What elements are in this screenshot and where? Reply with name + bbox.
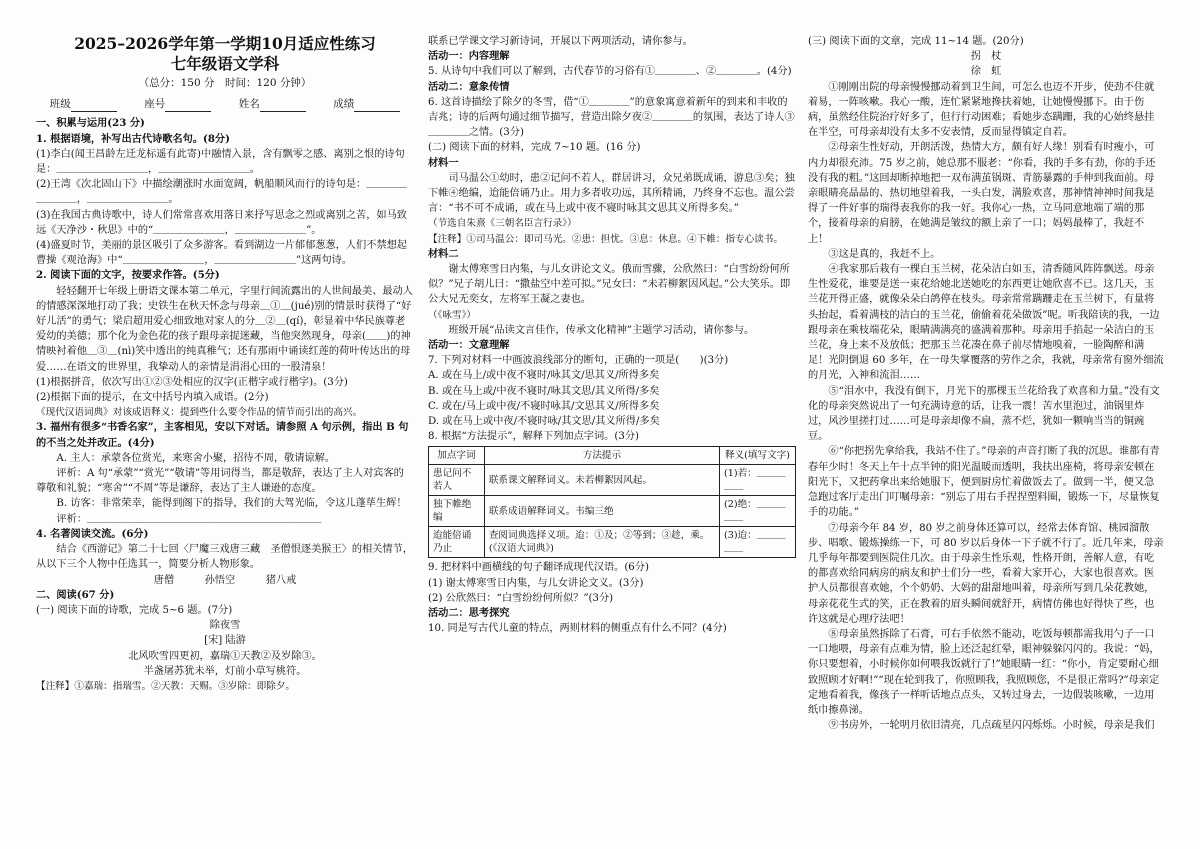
name-field[interactable]: 姓名 xyxy=(239,97,306,112)
paragraph: 5. 从诗句中我们可以了解到，古代春节的习俗有①＿＿＿＿、②＿＿＿＿。(4分) xyxy=(428,66,792,78)
paragraph: （《咏雪》） xyxy=(428,309,476,321)
right-column-text xyxy=(808,34,1164,733)
class-field[interactable]: 班级 xyxy=(50,97,117,112)
paragraph: 拐 杖 xyxy=(970,51,1002,63)
paragraph: 《现代汉语词典》对该成语释义：提到些什么要令作品的情节而引出的高兴。 xyxy=(36,407,363,419)
word-explanation-table xyxy=(428,446,796,558)
table-header: 方法提示 xyxy=(484,447,719,465)
paragraph: ⑥“你把拐先拿给我，我站不住了。”母亲的声音打断了我的沉思。谁都有青春年少时！冬天上午十点半钟的阳光温暖而透明，我扶出座椅，将母亲安顿在阳光下，又把药拿出来给她服下，便到厨房忙着做饭去了。做到一半，便又急急跑过客厅走出门叮嘱母亲：“别忘了用右手捏捏塑料圈，锻炼一下，尽量恢复手的功能。” xyxy=(808,446,1160,519)
table-header-row xyxy=(429,447,796,465)
paragraph: ⑤“泪水中，我没有倒下，月光下的那棵玉兰花给我了欢喜和力量。”没有文化的母亲突然说出了一句充满诗意的话，让我一震！苦水里泡过，油锅里炸过，风沙里搓打过……可是母亲却像不扁，蒸不烂，犹如一颗响当当的铜豌豆。 xyxy=(808,385,1160,443)
middle-column-text xyxy=(428,34,796,444)
paragraph: 6. 这首诗描绘了除夕的冬雪，借“①＿＿＿＿”的意象寓意着新年的到来和丰收的吉兆；诗的后两句通过细节描写，营造出除夕夜②＿＿＿＿的氛围，表达了诗人③＿＿＿＿之情。(3分) xyxy=(428,96,795,139)
paragraph: (1) 谢太傅寒雪日内集，与儿女讲论文义。(3分) xyxy=(428,577,644,589)
paragraph: ①刚刚出院的母亲慢慢挪动着到卫生间，可怎么也迈不开步，使劲不住就着易，一阵咳嗽。我心一酸，连忙紧紧地搀扶着她，让她慢慢挪下。由于伤病，虽然经住院治疗好多了，但行行动困难；看她步态蹒跚，我的心始终悬挂在半空，可母亲却没有太多不安表情，反而显得镇定自若。 xyxy=(808,81,1155,139)
paragraph: （节选自朱熹《三朝名臣言行录》） xyxy=(428,218,577,230)
paragraph: (3)在我国古典诗歌中，诗人们常常喜欢用落日来抒写思念之烈或离别之苦，如马致远《天净沙・秋思》中的“＿＿＿＿＿＿＿，＿＿＿＿＿＿＿”。 xyxy=(36,209,407,236)
paragraph: 司马温公①幼时，患②记问不若人，群居讲习，众兄弟既成诵，游息③矣；独下帷④绝编，迨能倍诵乃止。用力多者收功远，其所精诵，乃终身不忘也。温公尝言：“书不可不成诵，或在马上或中夜不寝时咏其文思其义所得多矣。” xyxy=(428,172,795,215)
column-left xyxy=(36,34,414,824)
paragraph: ⑧母亲虽然拆除了石膏，可右手依然不能动，吃饭每顿都需我用勺子一口一口地喂，母亲有点难为情，脸上还泛起红晕，眼神躲躲闪闪的。我说：“妈，你只要想着，小时候你如何喂我饭就行了!”她眼睛一红：“你小，肯定要耐心细致照顾才好啊!”“现在轮到我了，你照顾我，我照顾您，不是很正常吗?”母亲定定地看着我，像孩子一样听话地点点头，又转过身去，一边假装咳嗽，一边用纸巾擦鼻涕。 xyxy=(808,628,1160,716)
paragraph: B. 或在马上或/中夜不寝时/咏其文思/其义所得/多矣 xyxy=(428,385,660,397)
table-cell: 迨能倍诵乃止 xyxy=(429,527,485,558)
paragraph: 【注释】①嘉瑞：指瑞雪。②天教：天赐。③岁除：即除夕。 xyxy=(36,680,296,692)
answer-cell[interactable]: (1)若：＿＿＿＿＿ xyxy=(720,465,796,496)
paragraph: 联系已学课文学习新诗词，开展以下两项活动，请你参与。 xyxy=(428,36,693,47)
section-heading: 1. 根据语境，补写出古代诗歌名句。(8分) xyxy=(36,132,230,145)
paragraph: (4)盛夏时节，美丽的景区吸引了众多游客。看到湖边一片郁郁葱葱，人们不禁想起曹操《观沧海》中“＿＿＿＿＿＿＿＿，＿＿＿＿＿＿＿＿”这两句诗。 xyxy=(36,240,407,267)
paragraph: (三) 阅读下面的文章，完成 11~14 题。(20分) xyxy=(808,36,1024,47)
table-cell: 联系成语解释词义。韦编三绝 xyxy=(484,496,719,527)
paragraph: 半盏屠苏犹未举，灯前小草写桃符。 xyxy=(143,665,307,677)
table-cell: 患记问不若人 xyxy=(429,465,485,496)
section-heading: 材料二 xyxy=(428,247,459,260)
section-heading: 活动二：意象传情 xyxy=(428,80,510,93)
section-heading: 活动一：内容理解 xyxy=(428,50,510,63)
paragraph: 评析：＿＿＿＿＿＿＿＿＿＿＿＿＿＿＿＿＿＿＿＿＿＿＿ xyxy=(56,513,322,525)
paragraph: 7. 下列对材料一中画波浪线部分的断句，正确的一项是( )(3分) xyxy=(428,355,729,367)
paragraph: C. 或在/马上或中夜/不寝时咏其/文思其义/所得多矣 xyxy=(428,400,660,412)
section-heading: 一、积累与运用(23 分) xyxy=(36,117,145,130)
table-cell: 联系课文解释词义。未若柳絮因风起。 xyxy=(484,465,719,496)
paragraph: (二) 阅读下面的材料，完成 7~10 题。(16 分) xyxy=(428,142,641,154)
table-row xyxy=(429,465,796,496)
table-cell: 独下帷绝编 xyxy=(429,496,485,527)
paragraph: D. 或在马上或中夜/不寝时咏/其文思/其义所得/多矣 xyxy=(428,416,660,428)
paragraph: 8. 根据“方法提示”，解释下列加点字词。(3分) xyxy=(428,431,639,443)
section-heading: 3. 福州有很多“书香名家”，主客相见，安以下对话。请参照 A 句示例，指出 B 句的不当之处并改正。(4分) xyxy=(36,421,409,449)
column-right xyxy=(808,34,1164,824)
paragraph: 10. 同是写古代儿童的特点，两则材料的侧重点有什么不同？(4分) xyxy=(428,623,727,635)
table-row xyxy=(429,527,796,558)
section-heading: 活动二：思考探究 xyxy=(428,607,510,620)
paragraph: (2)王湾《次北固山下》中描绘潮涨时水面宽阔，帆船顺风而行的诗句是：＿＿＿＿＿＿＿＿，＿＿＿＿＿＿＿＿。 xyxy=(36,179,407,206)
paragraph: ②母亲生性好动，开朗活泼，热情大方，颇有好人缘！别看有时瘦小，可内力却很充沛。75 岁之前，她总那不服老：“你看，我的手多有劲，你的手还没有我的粗。”这回却断掉地把一双布满茧锅斑、青筋暴露的手伸到我面前。母亲眼睛亮晶晶的、热切地望着我，一头白发，满脸欢喜，那神情神神时间我是得了一件好事的瑞得表我你的我一好。我你心一热，立马同意地端了端的那个，接着母亲的肩膀，在她满是皱纹的额上亲了一口；妈妈最棒了，我赶不上！ xyxy=(808,142,1156,245)
score-field[interactable]: 成绩 xyxy=(333,97,400,112)
paragraph: (2) 公欣然曰：“白雪纷纷何所似？”(3分) xyxy=(428,592,614,604)
paragraph: 北风吹雪四更初，嘉瑞①天教②及岁除③。 xyxy=(128,650,322,662)
paragraph: 徐 虹 xyxy=(970,66,1002,78)
answer-cell[interactable]: (2)绝：＿＿＿＿＿ xyxy=(720,496,796,527)
column-middle xyxy=(428,34,796,824)
paragraph: (1)李白(闻王昌龄左迁龙标遥有此寄)中融情入景，含有飘零之感、离别之恨的诗句是：＿＿＿＿＿＿＿＿＿，＿＿＿＿＿＿＿＿＿。 xyxy=(36,148,405,176)
paragraph: ⑨书房外，一轮明月依旧清亮，几点疏星闪闪烁烁。小时候，母亲是我们 xyxy=(828,720,1155,732)
section-heading: 材料一 xyxy=(428,156,459,169)
paragraph: A. 主人：承蒙各位赏光，来寒舍小聚，招待不周，敬请谅解。 xyxy=(56,452,336,464)
paragraph: 结合《西游记》第二十七回〈尸魔三戏唐三藏 圣僧恨逐美猴王〉的相关情节，从以下三个人物中任选其一，简要分析人物形象。 xyxy=(36,544,413,571)
paragraph: B. 访客：非常荣幸，能得到阁下的指导，我们的大驾光临，令这儿蓬荜生辉！ xyxy=(56,498,407,510)
seat-field[interactable]: 座号 xyxy=(144,97,211,112)
paragraph: 班级开展“品读文言佳作，传承文化精神”主题学习活动，请你参与。 xyxy=(448,324,755,336)
paragraph: [宋] 陆游 xyxy=(204,635,246,647)
section-heading: 二、阅读(67 分) xyxy=(36,588,115,601)
table-cell: 查阅词典选择义项。迨：①及；②等到；③趁，乘。(《汉语大词典》) xyxy=(484,527,719,558)
subject-title: 七年级语文学科 xyxy=(170,54,280,73)
section-heading: 活动一：文意理解 xyxy=(428,339,510,352)
paragraph: (一) 阅读下面的诗歌，完成 5~6 题。(7分) xyxy=(36,604,233,616)
paragraph: ③这是真的，我赶不上。 xyxy=(828,248,941,260)
table-row xyxy=(429,496,796,527)
paragraph: 谢太傅寒雪日内集，与儿女讲论文义。俄而雪骤，公欣然曰：“白雪纷纷何所似？”兄子胡儿曰：“撒盐空中差可拟。”兄女曰：“未若柳絮因风起。”公大笑乐。即公大兄无奕女，左将军王凝之妻也。 xyxy=(428,264,791,306)
section-heading: 2. 阅读下面的文字，按要求作答。(5分) xyxy=(36,269,220,282)
section-heading: 4. 名著阅读交流。(6分) xyxy=(36,527,149,540)
exam-meta: （总分：150 分 时间：120 分钟） xyxy=(138,77,312,89)
student-info-row xyxy=(36,97,414,112)
answer-cell[interactable]: (3)迨：＿＿＿＿＿ xyxy=(720,527,796,558)
exam-title: 2025–2026学年第一学期10月适应性练习 xyxy=(74,34,376,53)
paragraph: 【注释】①司马温公：即司马光。②患：担忧。③息：休息。④下帷：指专心读书。 xyxy=(428,233,783,245)
paragraph: ⑦母亲今年 84 岁，80 岁之前身体还算可以，经常去体育馆、桃园溜散步、唱歌、锻炼操练一下，可 80 岁以后身体一下子就不行了。近几年来，母亲几乎每年都要到医院住几次。由于母亲生性乐观，性格开朗，善解人意，有吃的都喜欢给同病房的病友和护士们分一些，看着大家开心，大家也很喜欢。医护人员都很喜欢她，个个奶奶、大妈的甜甜地叫着，母亲所写到几朵花教她，母亲花花生式的笑，正在教着的眉头瞬间就舒开，病情仿佛也好得快了些，也许这就是心理疗法吧！ xyxy=(808,522,1164,625)
paragraph: (2)根据下面的提示，在文中括号内填入成语。(2分) xyxy=(36,392,269,404)
table-header: 释义(填写文字) xyxy=(720,447,796,465)
paragraph: 除夜雪 xyxy=(209,620,241,632)
paragraph: (1)根据拼音，依次写出①②③处相应的汉字(正楷字或行楷字)。(3分) xyxy=(36,376,348,388)
paragraph: 9. 把材料中画横线的句子翻译成现代汉语。(6分) xyxy=(428,562,649,574)
paragraph: 轻轻翻开七年级上册语文课本第二单元，字里行间流露出的人世间最美、最动人的情感深深地打动了我；史铁生在秋天怀念与母亲＿①＿(jué)别的情景时获得了“好好儿活”的勇气；梁启超用爱心细致地对家人的分＿②＿(qí)，彰显着中华民族尊老爱幼的美德；那个化为金色花的孩子跟母亲捉迷藏，当他突然现身，母亲(＿＿)的神情映衬着他＿③＿(nì)笑中透出的纯真稚气；还有那雨中诵读红莲的荷叶传达出的母爱……在语文的世界里，我挚动人的亲情是涓涓心田的一股清泉！ xyxy=(36,285,413,373)
paragraph: 唐僧 孙悟空 猪八戒 xyxy=(153,574,297,586)
paragraph: ④我家那后栽有一棵白玉兰树，花朵洁白如玉，清香随风阵阵飘送。母亲生性爱花，谁要是送一束花给她北送她吃的东西更让她欣喜不已。这几天，玉兰花开得正盛，就像朵朵白鸽停在枝头。母亲常常蹒跚走在玉兰树下，有量将头抬起，看着满枝的洁白的玉兰花，偷偷着花朵做饭”呢。听我陪读的我，一边跟母亲在乘枝端花朵，眼睛满满亮的盛满着那种。母亲用手掐起一朵洁白的玉兰花，身上来不及放低；把那玉兰花凑在鼻子前尽情地嗅着，一脸陶醉和满足！光阴倒退 60 多年，在一母失掌覆落的劳作之余，我就，母亲常有窗外细流的月光，入神和流泪…… xyxy=(808,264,1164,382)
left-column-text xyxy=(36,116,414,694)
middle-column-text-bottom xyxy=(428,560,796,636)
paragraph: A. 或在马上/或中夜不寝时/咏其文/思其义/所得多矣 xyxy=(428,370,660,382)
paragraph: 评析：A 句“承蒙”“赏光”“敬请”等用词得当，都是敬辞，表达了主人对宾客的尊敬和礼貌；“寒舍”“不周”等是谦辞，表达了主人谦逊的态度。 xyxy=(36,468,404,495)
table-header: 加点字词 xyxy=(429,447,485,465)
